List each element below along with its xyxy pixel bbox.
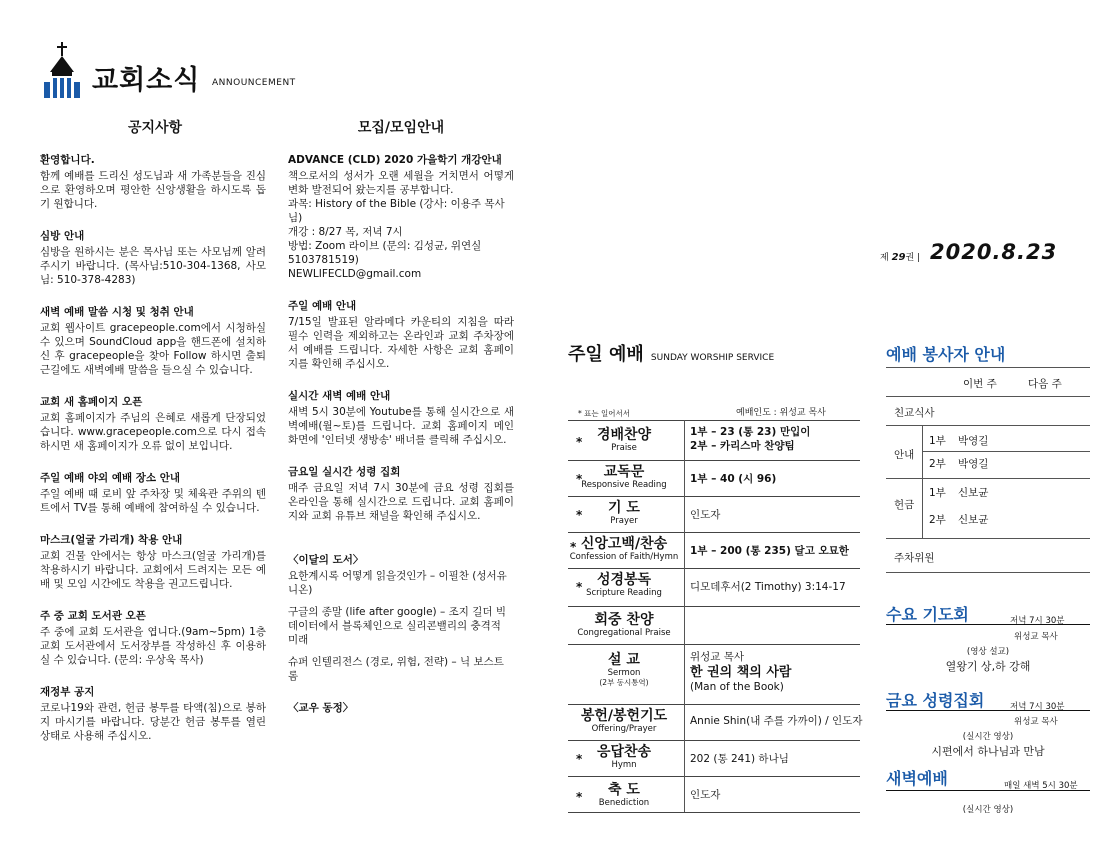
worship-divider	[568, 496, 860, 497]
worship-row-en2: (2부 동시통역)	[599, 678, 649, 687]
gathering-item	[288, 465, 514, 523]
staff-heading: 〈교우 동정〉	[288, 702, 354, 714]
worship-row-line: 1부 – 23 (통 23) 만입이	[690, 426, 811, 438]
worship-divider	[568, 644, 860, 645]
worship-divider	[568, 740, 860, 741]
friday-title: 금요 성령집회	[886, 691, 985, 710]
notice-body: 심방을 원하시는 분은 목사님 또는 사모님께 알려주시기 바랍니다. (목사님:510-304-1368, 사모님: 510-378-4283)	[40, 246, 266, 286]
worship-row-line: 디모데후서(2 Timothy) 3:14-17	[690, 581, 846, 593]
advance-line: 개강 : 8/27 목, 저녁 7시	[288, 226, 403, 238]
wednesday-pastor: 위성교 목사	[1014, 632, 1058, 642]
worship-row-label	[568, 427, 680, 453]
friday-time: 저녁 7시 30분	[1010, 702, 1065, 712]
worship-row-en: Offering/Prayer	[591, 724, 657, 734]
wednesday-note: (영상 설교)	[966, 647, 1010, 657]
gathering-heading: 금요일 실시간 성령 집회	[288, 466, 401, 478]
usher-part: 2부	[929, 458, 946, 470]
col-next-week: 다음 주	[1028, 378, 1062, 390]
wednesday-topic: 열왕기 상,하 강해	[945, 660, 1031, 673]
stand-marker: *	[576, 508, 583, 522]
worship-row-ko: 축 도	[608, 782, 640, 798]
worship-row-line: 1부 – 200 (통 235) 달고 오묘한	[690, 545, 849, 557]
advance-line: 과목: History of the Bible (강사: 이용주 목사님)	[288, 198, 505, 224]
notice-heading: 환영합니다.	[40, 154, 95, 166]
worship-row-value	[690, 752, 789, 766]
worship-row-ko: 경배찬양	[596, 427, 652, 443]
worship-row-label	[568, 572, 680, 598]
worship-row	[568, 778, 860, 812]
worship-row-value	[690, 788, 720, 802]
worship-row-en: Congregational Praise	[577, 628, 671, 638]
worship-row-value	[690, 580, 846, 594]
advance-heading: ADVANCE (CLD) 2020 가을학기 개강안내	[288, 154, 502, 166]
notice-item	[40, 229, 266, 287]
book-item: 슈퍼 인텔리전스 (경로, 위험, 전략) – 닉 보스트롬	[288, 656, 504, 682]
worship-row-label	[568, 500, 680, 526]
worship-row-label	[568, 652, 680, 688]
stand-marker: *	[576, 790, 583, 804]
worship-divider	[568, 568, 860, 569]
notice-body: 교회 웹사이트 gracepeople.com에서 시청하실 수 있으며 SoundCloud app을 핸드폰에 설치하신 후 gracepeople을 찾아 Follow 하시면 출퇴근길에도 새벽예배 말씀을 들으실 수 있습니다.	[40, 322, 266, 376]
notice-body: 함께 예배를 드리신 성도님과 새 가족분들을 진심으로 환영하오며 평안한 신앙생활을 하시도록 돕기 원합니다.	[40, 170, 266, 210]
issue-volume-prefix: 제	[880, 253, 889, 263]
worship-divider	[568, 606, 860, 607]
worship-divider	[568, 704, 860, 705]
worship-row-line: 인도자	[690, 509, 721, 521]
worship-row-en: Praise	[611, 443, 637, 453]
page-title: 교회소식	[92, 65, 201, 96]
worship-row	[568, 534, 860, 568]
worship-row-line: Annie Shin(내 주를 가까이) / 인도자	[690, 715, 863, 727]
notice-heading: 심방 안내	[40, 230, 85, 242]
stand-marker: *	[576, 435, 583, 449]
worship-row-label	[568, 708, 680, 734]
usher-part: 1부	[929, 435, 946, 447]
issue-volume-number: 29	[891, 252, 906, 263]
worship-row	[568, 742, 860, 776]
stand-marker: *	[570, 540, 577, 554]
gathering-body: 새벽 5시 30분에 Youtube를 통해 실시간으로 새벽예배(월~토)를 드립니다. 교회 홈페이지 메인 화면에 '인터넷 생방송' 배너를 클릭해 주십시오.	[288, 406, 514, 446]
notice-item	[40, 685, 266, 743]
staff-section	[288, 701, 514, 715]
notice-item	[40, 305, 266, 377]
worship-row-value	[690, 425, 810, 453]
servants-divider	[886, 538, 1090, 539]
worship-row-ko: 설 교	[608, 652, 640, 668]
worship-row-en: Confession of Faith/Hymn	[569, 552, 679, 562]
worship-row	[568, 706, 863, 740]
notice-heading: 새벽 예배 말씀 시청 및 청취 안내	[40, 306, 194, 318]
wednesday-title: 수요 기도회	[886, 605, 969, 624]
greeting-label: 친교식사	[894, 407, 935, 419]
gathering-body: 7/15일 발표된 알라메다 카운티의 지침을 따라 필수 인력을 제외하고는 온라인과 교회 주차장에서 예배를 드립니다. 자세한 사항은 교회 홈페이지를 확인해 주십시오.	[288, 316, 514, 370]
offering-label: 헌금	[894, 499, 915, 511]
worship-row-line: 202 (통 241) 하나님	[690, 753, 789, 765]
issue-date: 2020.8.23	[930, 240, 1058, 264]
notices-column	[40, 153, 266, 761]
worship-row-line: (Man of the Book)	[690, 681, 784, 693]
worship-row-label	[568, 744, 680, 770]
worship-title-en: SUNDAY WORSHIP SERVICE	[650, 353, 775, 363]
notice-item	[40, 609, 266, 667]
worship-row-en: Hymn	[611, 760, 637, 770]
advance-item	[288, 153, 514, 281]
notices-title: 공지사항	[127, 120, 183, 136]
issue-volume	[880, 250, 920, 263]
worship-row-ko: 교독문	[603, 464, 645, 480]
servants-divider	[886, 396, 1090, 397]
worship-row-line: 위성교 목사	[690, 651, 745, 663]
notice-heading: 교회 새 홈페이지 오픈	[40, 396, 143, 408]
worship-title-ko: 주일 예배	[568, 344, 644, 365]
worship-row-label	[568, 612, 680, 638]
servants-subdivider	[922, 451, 1090, 452]
worship-row-en: Prayer	[610, 516, 638, 526]
book-item: 구글의 종말 (life after google) – 조지 길더 빅데이터에서 블록체인으로 실리콘밸리의 충격적 미래	[288, 606, 506, 646]
notice-body: 주 중에 교회 도서관을 엽니다.(9am~5pm) 1층 교회 도서관에서 도서장부를 작성하신 후 이용하실 수 있습니다. (문의: 우상욱 목사)	[40, 626, 266, 666]
worship-row	[568, 646, 860, 704]
friday-note: (실시간 영상)	[962, 732, 1014, 742]
worship-row-line: 인도자	[690, 789, 721, 801]
gathering-heading: 실시간 새벽 예배 안내	[288, 390, 391, 402]
notice-body: 교회 건물 안에서는 항상 마스크(얼굴 가리개)를 착용하시기 바랍니다. 교회에서 드려지는 모든 예배 및 모임 시간에도 착용을 권고드립니다.	[40, 550, 266, 590]
offering-name: 신보균	[958, 487, 989, 499]
worship-row-ko: 기 도	[608, 500, 640, 516]
usher-name: 박영길	[958, 435, 989, 447]
servants-divider	[886, 367, 1090, 368]
gathering-item	[288, 299, 514, 371]
worship-row-line: 한 권의 책의 사람	[690, 665, 792, 680]
col-this-week: 이번 주	[963, 378, 997, 390]
stand-note: * 표는 일어서서	[578, 409, 630, 418]
notice-heading: 재정부 공지	[40, 686, 95, 698]
worship-row-value	[690, 650, 791, 695]
worship-row	[568, 570, 860, 606]
servants-divider	[886, 572, 1090, 573]
advance-email: NEWLIFECLD@gmail.com	[288, 268, 422, 280]
notice-body: 주일 예배 때 로비 앞 주차장 및 체육관 주위의 텐트에서 TV를 통해 예배에 참여하실 수 있습니다.	[40, 488, 266, 514]
worship-row-value	[690, 544, 849, 558]
usher-label: 안내	[894, 449, 915, 461]
worship-row-ko: 회중 찬양	[594, 612, 654, 628]
worship-row-value	[690, 508, 720, 522]
church-logo-icon	[40, 42, 84, 98]
worship-row-value	[690, 472, 776, 486]
worship-row-label	[568, 464, 680, 490]
advance-line: 책으로서의 성서가 오랜 세월을 거치면서 어떻게 변화 발전되어 왔는지를 공부합니다.	[288, 170, 514, 196]
worship-divider	[568, 420, 860, 421]
servants-title: 예배 봉사자 안내	[886, 345, 1006, 364]
worship-row-en: Responsive Reading	[581, 480, 667, 490]
notice-heading: 마스크(얼굴 가리개) 착용 안내	[40, 534, 183, 546]
dawn-title: 새벽예배	[886, 769, 948, 788]
worship-row-en: Benediction	[598, 798, 650, 808]
notice-item	[40, 153, 266, 211]
worship-row-line: 1부 – 40 (시 96)	[690, 473, 777, 485]
notice-item	[40, 395, 266, 453]
notice-heading: 주일 예배 야외 예배 장소 안내	[40, 472, 180, 484]
worship-divider	[568, 532, 860, 533]
worship-row	[568, 462, 860, 498]
notice-item	[40, 471, 266, 515]
worship-row-label	[568, 782, 680, 808]
book-item: 요한계시록 어떻게 읽을것인가 – 이필찬 (성서유니온)	[288, 570, 507, 596]
gathering-body: 매주 금요일 저녁 7시 30분에 금요 성령 집회를 온라인을 통해 실시간으로 드립니다. 교회 홈페이지와 교회 유튜브 채널을 확인해 주십시오.	[288, 482, 514, 522]
gathering-item	[288, 389, 514, 447]
wednesday-time: 저녁 7시 30분	[1010, 616, 1065, 626]
parking-label: 주차위원	[894, 552, 935, 564]
worship-row	[568, 498, 860, 532]
worship-divider	[568, 812, 860, 813]
friday-topic: 시편에서 하나님과 만남	[931, 745, 1045, 758]
offering-part: 2부	[929, 514, 946, 526]
issue-volume-suffix: 권 |	[905, 253, 921, 263]
servants-divider	[886, 425, 1090, 426]
servants-divider	[886, 478, 1090, 479]
worship-row	[568, 423, 860, 461]
worship-row-label	[568, 536, 680, 562]
worship-row-ko: 응답찬송	[596, 744, 652, 760]
worship-row-value	[690, 714, 862, 728]
notice-item	[40, 533, 266, 591]
notice-heading: 주 중 교회 도서관 오픈	[40, 610, 146, 622]
worship-divider	[568, 776, 860, 777]
advance-line: 방법: Zoom 라이브 (문의: 김성균, 위연실5103781519)	[288, 240, 482, 266]
notice-body: 코로나19와 관련, 헌금 봉투를 타액(침)으로 봉하지 마시기를 바랍니다. 당분간 헌금 봉투를 열린 상태로 사용해 주십시오.	[40, 702, 266, 742]
page-subtitle: ANNOUNCEMENT	[212, 78, 296, 88]
offering-name: 신보균	[958, 514, 989, 526]
usher-name: 박영길	[958, 458, 989, 470]
dawn-note: (실시간 영상)	[962, 805, 1014, 815]
worship-title	[568, 340, 774, 366]
worship-vertical-divider	[684, 420, 685, 812]
stand-marker: *	[576, 752, 583, 766]
gathering-heading: 주일 예배 안내	[288, 300, 357, 312]
worship-row-ko: 신앙고백/찬송	[580, 536, 668, 552]
worship-row-ko: 봉헌/봉헌기도	[580, 708, 668, 724]
gatherings-title: 모집/모임안내	[357, 120, 445, 136]
stand-marker: *	[576, 580, 583, 594]
books-section	[288, 553, 514, 683]
notice-body: 교회 홈페이지가 주님의 은혜로 새롭게 단장되었습니다. www.gracepeople.com으로 다시 접속하시면 새 홈페이지가 오류 없이 보입니다.	[40, 412, 266, 452]
dawn-time: 매일 새벽 5시 30분	[1004, 781, 1078, 791]
stand-marker: *	[576, 472, 583, 486]
offering-part: 1부	[929, 487, 946, 499]
servants-vertical-divider	[922, 478, 923, 538]
worship-divider	[568, 460, 860, 461]
worship-row-ko: 성경봉독	[596, 572, 652, 588]
worship-leader: 예배인도 : 위성교 목사	[736, 408, 826, 418]
worship-row-en: Scripture Reading	[586, 588, 662, 598]
gatherings-column	[288, 153, 514, 733]
worship-row-en: Sermon	[607, 668, 641, 678]
friday-pastor: 위성교 목사	[1014, 717, 1058, 727]
books-heading: 〈이달의 도서〉	[288, 554, 364, 566]
worship-row-line: 2부 – 카리스마 찬양팀	[690, 440, 795, 452]
worship-row	[568, 608, 860, 644]
